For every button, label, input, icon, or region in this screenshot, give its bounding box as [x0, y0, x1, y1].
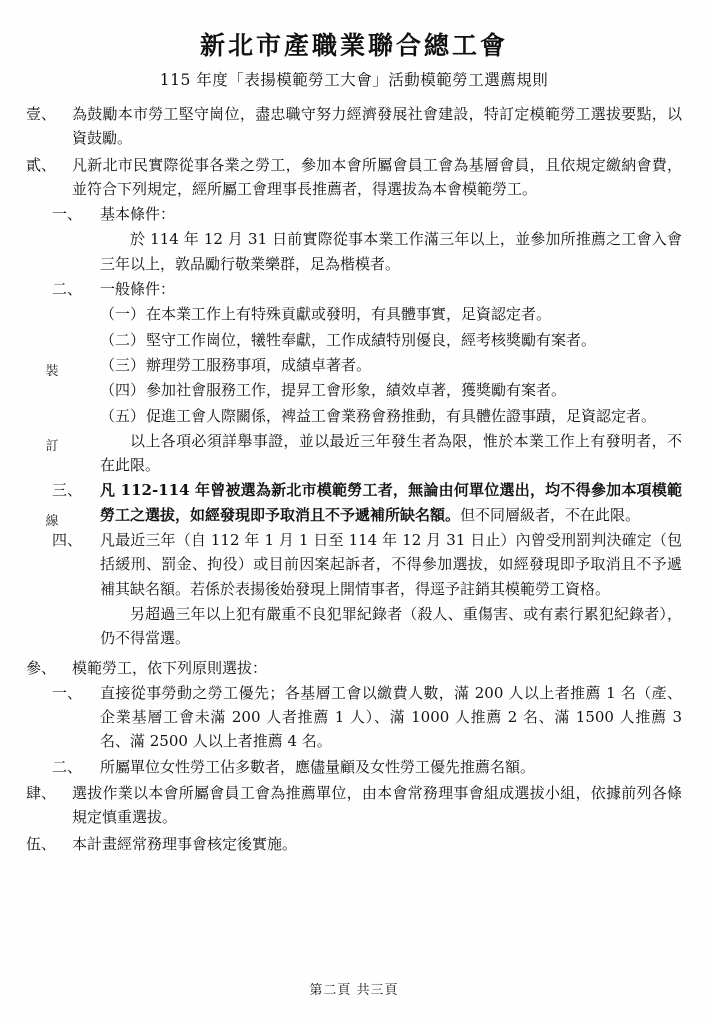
list-item-label: 四、: [52, 531, 83, 550]
binding-mark-2: 訂: [45, 439, 59, 454]
clause-label: 肆、: [26, 784, 57, 803]
sub-list-item: [26, 378, 682, 402]
sub-list-item-label: （二）: [100, 330, 146, 349]
list-item: [26, 202, 682, 226]
clause-item: [26, 781, 682, 830]
sub-list-item: [26, 404, 682, 428]
sub-list-item: [26, 328, 682, 352]
sub-list-item: [26, 302, 682, 326]
page-title: 新北市產職業聯合總工會: [199, 31, 508, 60]
list-item: [26, 681, 682, 754]
paragraph: 於 114 年 12 月 31 日前實際從事本業工作滿三年以上，並參加所推薦之工會入會三年以上，敦品勵行敬業樂群，足為楷模者。: [100, 230, 682, 273]
page-footer: 第二頁 共三頁: [309, 983, 399, 998]
list-item-text: 凡最近三年（自 112 年 1 月 1 日至 114 年 12 月 31 日止）內曾受刑罰判決確定（包括緩刑、罰金、拘役）或目前因案起訴者，不得參加選拔，如經發現即予取消且不予遞補其缺名額。若係於表揚後始發現上開情事者，得逕予註銷其模範勞工資格。: [100, 531, 682, 598]
sub-list-item-text: 辦理勞工服務事項，成績卓著者。: [146, 355, 372, 374]
sub-list-item-text: 促進工會人際關係，裨益工會業務會務推動，有具體佐證事蹟，足資認定者。: [146, 406, 657, 425]
clause-text: 模範勞工，依下列原則選拔：: [72, 658, 268, 677]
list-item-label: 一、: [52, 683, 83, 702]
binding-mark-3: 線: [45, 514, 59, 529]
list-item-heading: 基本條件：: [100, 205, 176, 224]
clause-text: 選拔作業以本會所屬會員工會為推薦單位，由本會常務理事會組成選拔小組，依據前列各條規定慎重選拔。: [72, 784, 682, 827]
emphasis-text: 凡 112-114 年曾被選為新北市模範勞工者，無論由何單位選出，均不得參加本項模範勞工之選拔，如經發現即予取消且不予遞補所缺名額。: [100, 481, 682, 524]
clause-text: 為鼓勵本市勞工堅守崗位，盡忠職守努力經濟發展社會建設，特訂定模範勞工選拔要點，以資鼓勵。: [72, 105, 682, 148]
list-item: [26, 755, 682, 779]
sub-list-item-text: 在本業工作上有特殊貢獻或發明，有具體事實，足資認定者。: [146, 305, 552, 324]
sub-list-item: [26, 353, 682, 377]
list-item: [26, 528, 682, 601]
sub-list-item-label: （一）: [100, 305, 146, 324]
clause-item: [26, 656, 682, 680]
document-body: [26, 102, 682, 856]
sub-list-item-label: （三）: [100, 355, 146, 374]
page-subtitle: 115 年度「表揚模範勞工大會」活動模範勞工選薦規則: [159, 71, 549, 89]
list-item-label: 一、: [52, 205, 83, 224]
list-item: [26, 478, 682, 527]
paragraph: 以上各項必須詳舉事證，並以最近三年發生者為限，惟於本業工作上有發明者，不在此限。: [100, 431, 682, 475]
clause-label: 壹、: [26, 105, 57, 123]
list-item: [26, 277, 682, 301]
clause-text: 本計畫經常務理事會核定後實施。: [72, 834, 298, 853]
binding-marks: [44, 360, 60, 585]
paragraph: 另超過三年以上犯有嚴重不良犯罪紀錄者（殺人、重傷害、或有素行累犯紀錄者），仍不得當選。: [100, 604, 682, 648]
clause-item: [26, 102, 682, 151]
clause-text: 凡新北市民實際從事各業之勞工，參加本會所屬會員工會為基層會員，且依規定繳納會費，並符合下列規定，經所屬工會理事長推薦者，得選拔為本會模範勞工。: [72, 155, 682, 198]
clause-label: 伍、: [26, 834, 57, 853]
sub-list-item-label: （四）: [100, 381, 146, 400]
sub-list-item-text: 堅守工作崗位，犧牲奉獻，工作成績特別優良，經考核獎勵有案者。: [146, 330, 597, 349]
clause-item: [26, 153, 682, 202]
list-item-label: 二、: [52, 757, 83, 776]
list-item-label: 三、: [52, 481, 83, 500]
list-item-heading: 一般條件：: [100, 280, 176, 299]
list-item-text: 直接從事勞動之勞工優先；各基層工會以繳費人數，滿 200 人以上者推薦 1 名（產、企業基層工會未滿 200 人者推薦 1 人）、滿 1000 人推薦 2 名、滿 1500 人推薦 3 名、滿 2500 人以上者推薦 4 名。: [100, 683, 682, 751]
list-item-text: [100, 478, 682, 527]
list-item-label: 二、: [52, 280, 83, 299]
sub-list-item-label: （五）: [100, 406, 146, 425]
sub-list-item-text: 參加社會服務工作，提昇工會形象，績效卓著，獲獎勵有案者。: [146, 381, 567, 400]
list-item-text-tail: 但不同層級者，不在此限。: [460, 505, 641, 524]
clause-label: 參、: [26, 658, 57, 677]
clause-item: [26, 832, 682, 856]
clause-label: 貳、: [26, 155, 57, 174]
binding-mark-1: 裝: [45, 364, 59, 379]
list-item-text: 所屬單位女性勞工佔多數者，應儘量顧及女性勞工優先推薦名額。: [100, 757, 536, 776]
